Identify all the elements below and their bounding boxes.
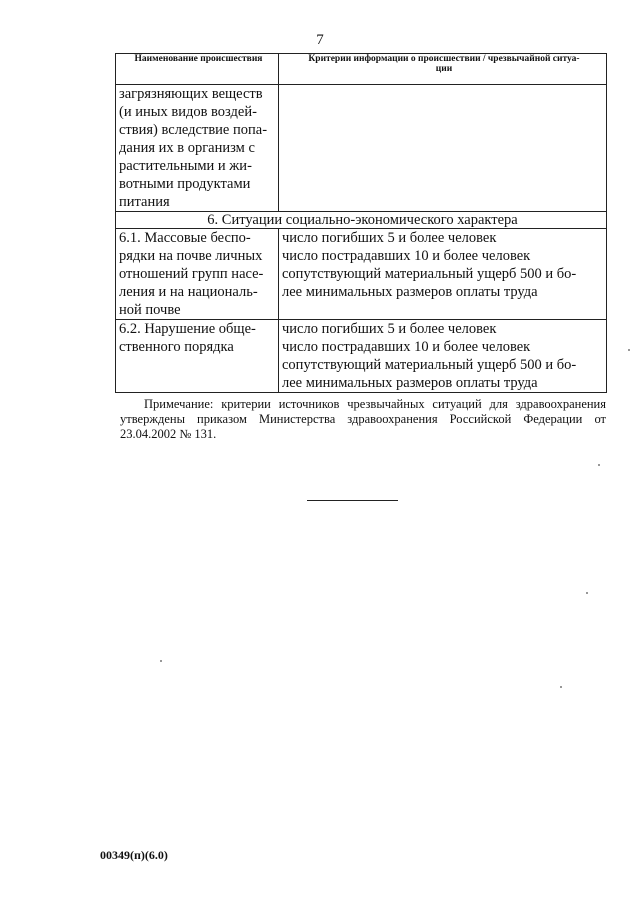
scan-speck (598, 464, 600, 466)
text-line: растительными и жи- (119, 158, 252, 174)
text-line: число пострадавших 10 и более человек (282, 248, 531, 264)
header-criteria-line: Критерии информации о происшествии / чрезвычайной ситуа- (308, 54, 580, 64)
separator-line (307, 500, 398, 501)
criteria-cell (279, 229, 607, 320)
page-number: 7 (316, 32, 324, 48)
scan-speck (160, 660, 162, 662)
text-line: 6.1. Массовые беспо- (119, 230, 251, 246)
text-line: 6.2. Нарушение обще- (119, 321, 256, 337)
scan-speck (586, 592, 588, 594)
criteria-table (115, 53, 607, 393)
text-line: число погибших 5 и более человек (282, 230, 497, 246)
table-header-row (116, 54, 607, 85)
incident-name-cell (116, 320, 279, 393)
text-line: ной почве (119, 302, 181, 318)
table-row (116, 229, 607, 320)
header-criteria (279, 54, 607, 85)
section-row (116, 212, 607, 229)
header-incident-name: Наименование происшествия (116, 54, 279, 85)
text-line: лее минимальных размеров оплаты труда (282, 375, 538, 391)
criteria-cell (279, 320, 607, 393)
text-line: ления и на националь- (119, 284, 258, 300)
criteria-cell-empty (279, 85, 607, 212)
text-line: дания их в организм с (119, 140, 255, 156)
scan-speck (560, 686, 562, 688)
note-paragraph: Примечание: критерии источников чрезвычайных ситуаций для здравоохранения утверждены приказом Министерства здравоохранения Российской Федерации от 23.04.2002 № 131. (120, 397, 606, 441)
document-code: 00349(п)(6.0) (100, 848, 168, 862)
text-line: число погибших 5 и более человек (282, 321, 497, 337)
text-line: питания (119, 194, 170, 210)
section-title: 6. Ситуации социально-экономического характера (116, 212, 607, 229)
text-line: число пострадавших 10 и более человек (282, 339, 531, 355)
text-line: рядки на почве личных (119, 248, 263, 264)
text-line: сопутствующий материальный ущерб 500 и бо- (282, 266, 577, 282)
table-row (116, 85, 607, 212)
text-line: лее минимальных размеров оплаты труда (282, 284, 538, 300)
scan-speck (628, 349, 630, 351)
text-line: загрязняющих веществ (119, 86, 263, 102)
text-line: (и иных видов воздей- (119, 104, 257, 120)
table-row (116, 320, 607, 393)
text-line: сопутствующий материальный ущерб 500 и бо- (282, 357, 577, 373)
incident-name-cell (116, 85, 279, 212)
text-line: вотными продуктами (119, 176, 251, 192)
text-line: отношений групп насе- (119, 266, 264, 282)
text-line: ствия) вследствие попа- (119, 122, 268, 138)
header-criteria-line: ции (435, 64, 453, 74)
text-line: ственного порядка (119, 339, 234, 355)
incident-name-cell (116, 229, 279, 320)
